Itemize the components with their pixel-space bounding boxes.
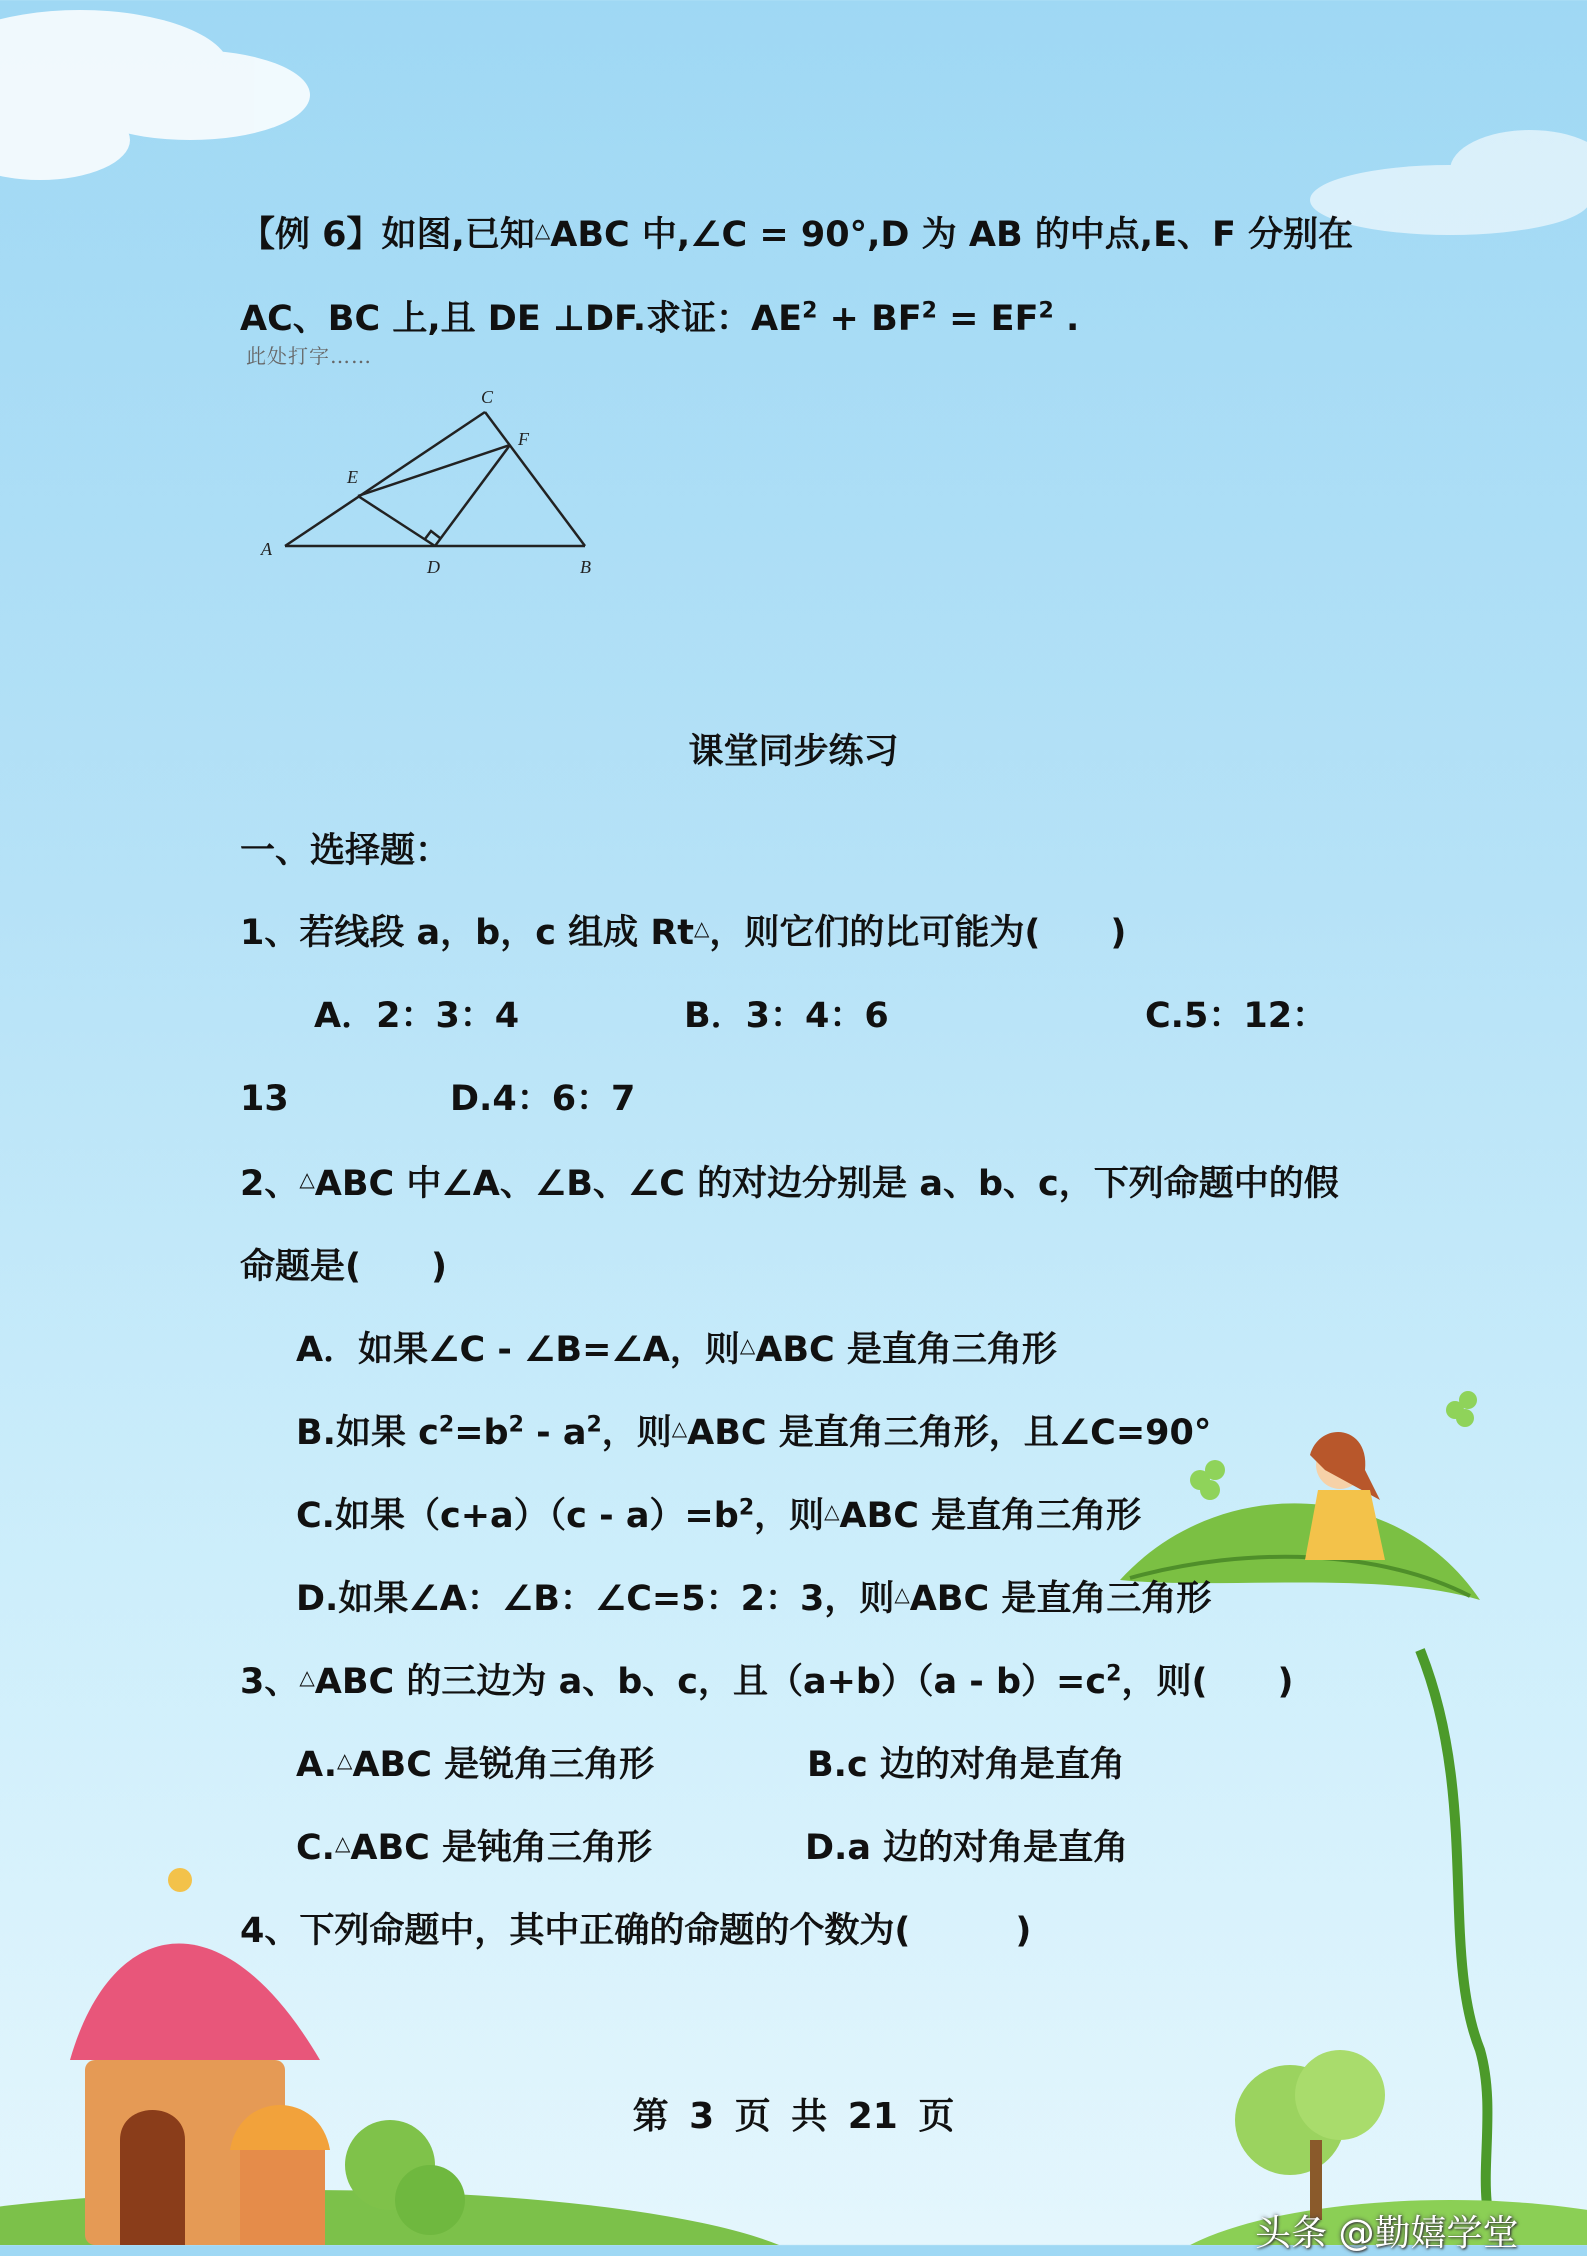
section-title: 课堂同步练习 [688,732,899,772]
question-3-option-b: B.c 边的对角是直角 [807,1745,1125,1785]
triangle-symbol: △ [534,218,551,242]
triangle-figure [255,375,615,585]
example-6-line-2: AC、BC 上,且 DE ⊥DF.求证：$AE^2 + BF^2 = EF^2$ . [240,298,1080,339]
segment-ED [358,496,435,546]
label-A: A [261,539,272,559]
question-2-stem-2: 命题是( ) [240,1247,447,1287]
question-1-option-c-cont: 13 [240,1079,289,1119]
question-2-option-b: B.如果 $c^2=b^2 - a^2$，则△ABC 是直角三角形，且∠C=90° [296,1412,1212,1453]
segment-AC [285,412,485,546]
question-1-option-b: B．3：4：6 [684,996,889,1036]
question-1-stem: 1、若线段 a，b，c 组成 Rt△，则它们的比可能为( ) [240,913,1127,953]
label-E: E [347,467,358,487]
question-2-stem-1: 2、△ABC 中∠A、∠B、∠C 的对边分别是 a、b、c，下列命题中的假 [240,1164,1339,1204]
question-2-option-d: D.如果∠A：∠B：∠C=5：2：3，则△ABC 是直角三角形 [296,1579,1212,1619]
cloud-top-left [0,10,310,180]
question-3-option-a: A.△ABC 是锐角三角形 [296,1745,655,1785]
label-F: F [518,429,529,449]
example-6-line-1: 【例 6】如图,已知△ABC 中,∠C = 90°,D 为 AB 的中点,E、F 分别在 [240,215,1354,255]
question-3-option-c: C.△ABC 是钝角三角形 [296,1828,653,1868]
page-number: 第 3 页 共 21 页 [632,2096,955,2137]
label-D: D [427,557,440,577]
question-2-option-c: C.如果$(c+a)(c - a)=b^2$，则△ABC 是直角三角形 [296,1495,1142,1536]
question-2-option-a: A．如果∠C - ∠B=∠A，则△ABC 是直角三角形 [296,1330,1057,1370]
watermark: 头条 @勤嬉学堂 [1255,2213,1519,2254]
right-angle-mark [425,531,440,539]
placeholder-text: 此处打字…… [246,344,372,368]
question-1-option-c: C.5：12： [1145,996,1328,1036]
example-label: 【例 6】如图,已知 [240,215,535,255]
segment-CB [485,412,585,546]
part-heading: 一、选择题： [240,831,451,871]
segment-EF [358,445,510,496]
question-1-option-a: A．2：3：4 [314,996,520,1036]
question-4-stem: 4、下列命题中，其中正确的命题的个数为( ) [240,1911,1032,1951]
segment-DF [435,445,510,546]
label-C: C [481,387,494,407]
question-1-option-d: D.4：6：7 [450,1079,636,1119]
label-B: B [580,557,591,577]
question-3-stem: 3、△ABC 的三边为 a、b、c，且$(a+b)(a - b)=c^2$，则( ) [240,1661,1294,1702]
question-3-option-d: D.a 边的对角是直角 [805,1828,1129,1868]
